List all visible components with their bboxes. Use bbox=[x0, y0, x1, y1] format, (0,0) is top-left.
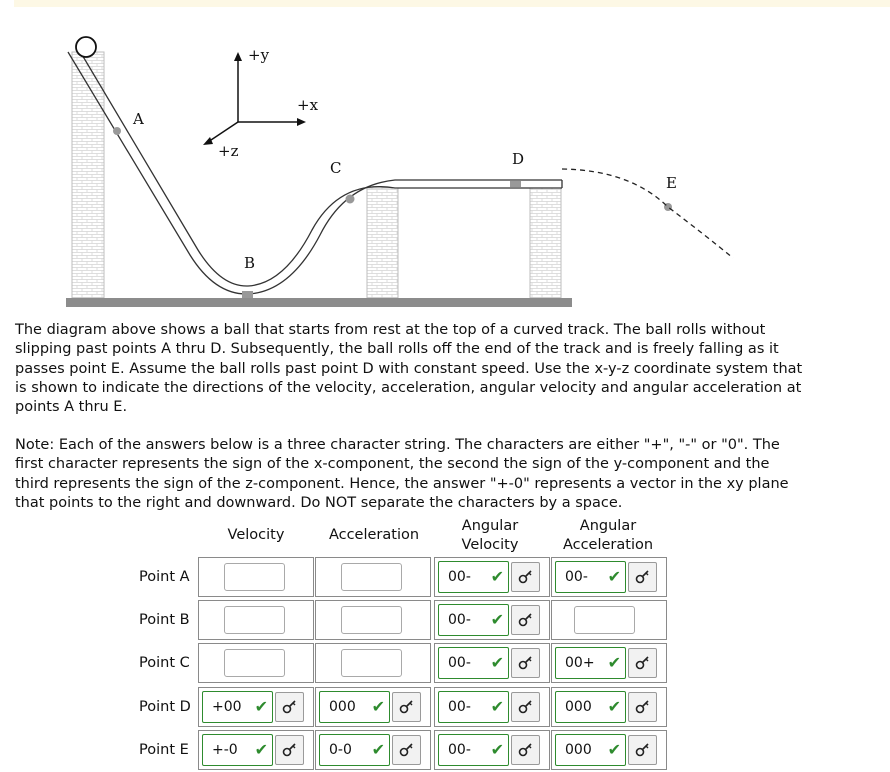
answer-value: 00- bbox=[448, 699, 471, 715]
check-icon: ✔ bbox=[254, 697, 268, 716]
answer-value: +00 bbox=[212, 699, 242, 715]
marker-b bbox=[242, 291, 253, 298]
header-angular-acceleration bbox=[550, 517, 666, 555]
key-icon bbox=[518, 656, 534, 670]
header-angular-velocity-line2: Velocity bbox=[461, 537, 519, 553]
answer-input-empty[interactable] bbox=[224, 649, 285, 677]
answer-key-button[interactable] bbox=[275, 692, 304, 722]
key-icon bbox=[518, 700, 534, 714]
answer-key-button[interactable] bbox=[511, 735, 540, 765]
track-outer bbox=[68, 52, 562, 294]
answer-key-button[interactable] bbox=[392, 692, 421, 722]
answer-input-empty[interactable] bbox=[224, 606, 285, 634]
header-angular-acceleration-line1: Angular bbox=[579, 518, 637, 534]
answer-key-button[interactable] bbox=[511, 605, 540, 635]
row-label: Point A bbox=[139, 569, 190, 585]
answer-input-empty[interactable] bbox=[574, 606, 635, 634]
right-pillar bbox=[530, 188, 561, 298]
axis-label-z: +z bbox=[218, 142, 239, 160]
answer-format-note: Note: Each of the answers below is a three character string. The characters are either "+", "-" or "0". The first character represents the sign of the x-component, the second the sign of the y-component and the third represents the sign of the z-component. Hence, the answer "+-0" represents a vector in the xy plane that points to the right and downward. Do NOT separate the characters by a space. bbox=[15, 437, 789, 511]
cell-angular-acceleration bbox=[551, 643, 667, 683]
answer-input-empty[interactable] bbox=[224, 563, 285, 591]
z-axis bbox=[208, 122, 238, 142]
row-label: Point C bbox=[139, 655, 190, 671]
cell-angular-acceleration bbox=[551, 557, 667, 597]
header-angular-acceleration-line2: Acceleration bbox=[562, 537, 654, 553]
answer-key-button[interactable] bbox=[275, 735, 304, 765]
left-pillar bbox=[72, 52, 104, 298]
ball bbox=[76, 37, 96, 57]
label-c: C bbox=[330, 159, 342, 177]
answer-value: 00- bbox=[448, 742, 471, 758]
label-b: B bbox=[244, 254, 256, 272]
answer-input[interactable] bbox=[555, 734, 626, 766]
answer-input[interactable] bbox=[202, 691, 273, 723]
check-icon: ✔ bbox=[607, 740, 621, 759]
problem-description: The diagram above shows a ball that starts from rest at the top of a curved track. The ball rolls without slipping past points A thru D. Subsequently, the ball rolls off the end of the track and is freely falling as it passes point E. Assume the ball rolls past point D with constant speed. Use the x-y-z coordinate system that is shown to indicate the directions of the velocity, acceleration, angular velocity and angular acceleration at points A thru E. bbox=[15, 322, 803, 416]
answer-input[interactable] bbox=[438, 734, 509, 766]
track-inner bbox=[78, 48, 562, 286]
answer-input-empty[interactable] bbox=[341, 563, 402, 591]
answer-input[interactable] bbox=[555, 561, 626, 593]
cell-velocity bbox=[198, 730, 314, 770]
cell-acceleration bbox=[315, 557, 431, 597]
check-icon: ✔ bbox=[490, 653, 504, 672]
label-e: E bbox=[666, 174, 677, 192]
check-icon: ✔ bbox=[490, 610, 504, 629]
check-icon: ✔ bbox=[607, 653, 621, 672]
cell-velocity bbox=[198, 557, 314, 597]
answer-input-empty[interactable] bbox=[341, 606, 402, 634]
check-icon: ✔ bbox=[490, 740, 504, 759]
axis-label-y: +y bbox=[248, 46, 270, 64]
cell-angular-velocity bbox=[434, 643, 550, 683]
key-icon bbox=[282, 700, 298, 714]
cell-angular-velocity bbox=[434, 687, 550, 727]
answer-input[interactable] bbox=[438, 604, 509, 636]
answer-input-empty[interactable] bbox=[341, 649, 402, 677]
answer-value: 000 bbox=[565, 742, 592, 758]
key-icon bbox=[399, 700, 415, 714]
cell-angular-velocity bbox=[434, 730, 550, 770]
cell-velocity bbox=[198, 687, 314, 727]
row-label: Point B bbox=[139, 612, 190, 628]
answer-key-button[interactable] bbox=[392, 735, 421, 765]
key-icon bbox=[635, 656, 651, 670]
key-icon bbox=[518, 570, 534, 584]
answer-value: 00- bbox=[448, 569, 471, 585]
answer-value: 000 bbox=[329, 699, 356, 715]
answer-input[interactable] bbox=[319, 691, 390, 723]
key-icon bbox=[282, 743, 298, 757]
answer-key-button[interactable] bbox=[628, 692, 657, 722]
marker-a bbox=[113, 127, 121, 135]
top-banner bbox=[14, 0, 890, 7]
check-icon: ✔ bbox=[490, 697, 504, 716]
check-icon: ✔ bbox=[371, 697, 385, 716]
trajectory bbox=[562, 169, 733, 258]
key-icon bbox=[518, 743, 534, 757]
answer-input[interactable] bbox=[438, 561, 509, 593]
cell-velocity bbox=[198, 643, 314, 683]
cell-angular-acceleration bbox=[551, 600, 667, 640]
cell-acceleration bbox=[315, 600, 431, 640]
answer-key-button[interactable] bbox=[511, 648, 540, 678]
middle-pillar bbox=[367, 188, 398, 298]
row-label: Point D bbox=[139, 699, 191, 715]
cell-acceleration bbox=[315, 730, 431, 770]
marker-c bbox=[346, 195, 355, 204]
answer-value: 00- bbox=[448, 655, 471, 671]
answer-value: 000 bbox=[565, 699, 592, 715]
header-velocity: Velocity bbox=[227, 527, 285, 543]
cell-angular-acceleration bbox=[551, 687, 667, 727]
answer-input[interactable] bbox=[319, 734, 390, 766]
check-icon: ✔ bbox=[371, 740, 385, 759]
answer-input[interactable] bbox=[555, 647, 626, 679]
check-icon: ✔ bbox=[607, 697, 621, 716]
row-label: Point E bbox=[139, 742, 189, 758]
cell-acceleration bbox=[315, 687, 431, 727]
cell-angular-velocity bbox=[434, 557, 550, 597]
answer-input[interactable] bbox=[202, 734, 273, 766]
key-icon bbox=[518, 613, 534, 627]
answer-value: 00- bbox=[565, 569, 588, 585]
answer-value: 0-0 bbox=[329, 742, 352, 758]
check-icon: ✔ bbox=[607, 567, 621, 586]
label-d: D bbox=[512, 150, 525, 168]
label-a: A bbox=[133, 110, 144, 128]
answer-value: 00+ bbox=[565, 655, 595, 671]
answer-input[interactable] bbox=[555, 691, 626, 723]
answer-key-button[interactable] bbox=[511, 692, 540, 722]
answer-key-button[interactable] bbox=[511, 562, 540, 592]
marker-d bbox=[510, 181, 521, 187]
track-diagram bbox=[0, 30, 760, 312]
header-angular-velocity-line1: Angular bbox=[461, 518, 519, 534]
answer-value: 00- bbox=[448, 612, 471, 628]
key-icon bbox=[635, 743, 651, 757]
cell-angular-velocity bbox=[434, 600, 550, 640]
cell-angular-acceleration bbox=[551, 730, 667, 770]
key-icon bbox=[635, 700, 651, 714]
key-icon bbox=[635, 570, 651, 584]
check-icon: ✔ bbox=[490, 567, 504, 586]
answer-input[interactable] bbox=[438, 647, 509, 679]
cell-acceleration bbox=[315, 643, 431, 683]
answer-key-button[interactable] bbox=[628, 735, 657, 765]
header-angular-velocity bbox=[432, 517, 548, 555]
key-icon bbox=[399, 743, 415, 757]
header-acceleration: Acceleration bbox=[328, 527, 420, 543]
answer-key-button[interactable] bbox=[628, 648, 657, 678]
ground bbox=[66, 298, 572, 307]
answer-input[interactable] bbox=[438, 691, 509, 723]
answer-value: +-0 bbox=[212, 742, 238, 758]
answer-key-button[interactable] bbox=[628, 562, 657, 592]
cell-velocity bbox=[198, 600, 314, 640]
axis-label-x: +x bbox=[297, 96, 319, 114]
check-icon: ✔ bbox=[254, 740, 268, 759]
